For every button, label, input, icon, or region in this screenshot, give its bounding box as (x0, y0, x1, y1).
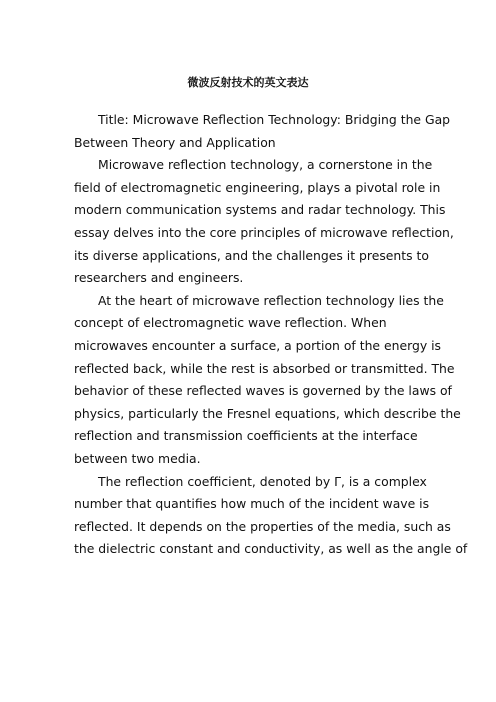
paragraph-introduction (74, 154, 454, 290)
paragraph-title (74, 109, 451, 154)
text-line: its diverse applications, and the challenges it presents to (74, 247, 429, 263)
text-line: At the heart of microwave reflection technology lies the (98, 292, 444, 308)
paragraph-reflection-coefficient (74, 471, 468, 561)
text-line: researchers and engineers. (74, 270, 244, 286)
text-line: behavior of these reflected waves is governed by the laws of (74, 383, 452, 399)
text-line: The reflection coefficient, denoted by Γ, is a complex (98, 473, 427, 489)
document-title: 微波反射技术的英文表达 (187, 76, 309, 89)
text-line: between two media. (74, 450, 201, 466)
text-line: Between Theory and Application (74, 134, 276, 150)
paragraph-reflection-concept (74, 290, 461, 471)
text-line: Microwave reflection technology, a cornerstone in the (98, 157, 433, 173)
text-line: microwaves encounter a surface, a portion of the energy is (74, 337, 442, 353)
text-line: essay delves into the core principles of microwave reflection, (74, 224, 454, 240)
text-line: field of electromagnetic engineering, plays a pivotal role in (74, 179, 441, 195)
document-body (74, 109, 468, 561)
text-line: modern communication systems and radar technology. This (74, 202, 446, 218)
text-line: Title: Microwave Reflection Technology: Bridging the Gap (98, 112, 451, 127)
text-line: the dielectric constant and conductivity, as well as the angle of (74, 541, 468, 557)
text-line: reflected back, while the rest is absorbed or transmitted. The (74, 360, 455, 376)
text-line: concept of electromagnetic wave reflection. When (74, 315, 387, 331)
text-line: reflected. It depends on the properties of the media, such as (74, 518, 451, 534)
text-line: number that quantifies how much of the incident wave is (74, 496, 430, 512)
text-line: physics, particularly the Fresnel equations, which describe the (74, 405, 461, 421)
text-line: reflection and transmission coefficients at the interface (74, 428, 418, 444)
